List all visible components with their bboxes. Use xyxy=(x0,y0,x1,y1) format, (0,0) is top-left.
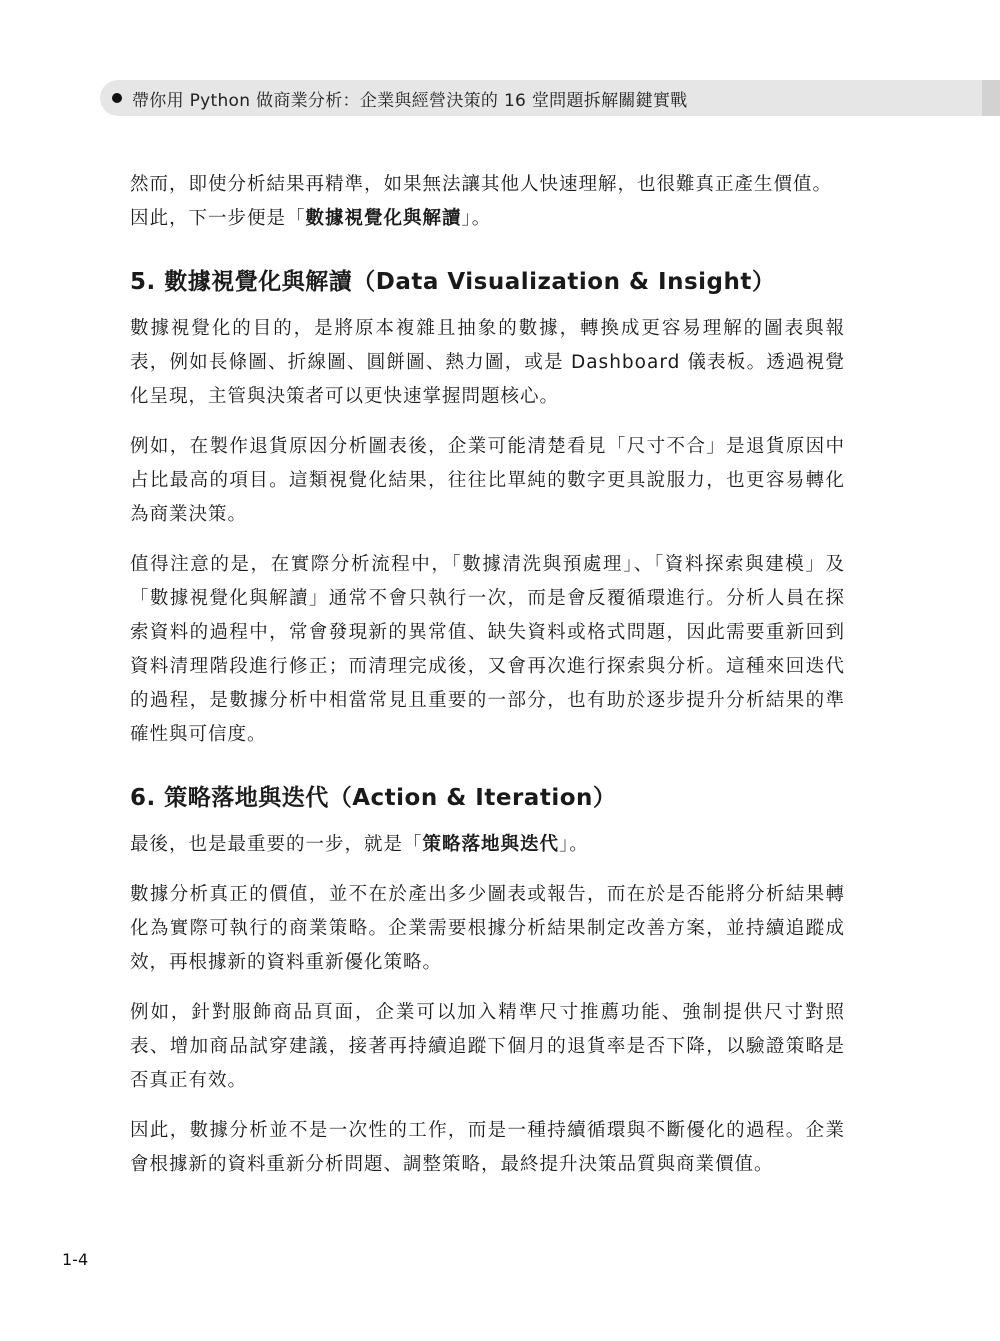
section-6-heading: 6. 策略落地與迭代（Action & Iteration） xyxy=(130,785,617,811)
section-6-paragraph-2: 數據分析真正的價值，並不在於產出多少圖表或報告，而在於是否能將分析結果轉化為實際可執行的商業策略。企業需要根據分析結果制定改善方案，並持續追蹤成效，再根據新的資料重新優化策略。 xyxy=(130,884,845,973)
section-5-paragraph-3: 值得注意的是，在實際分析流程中，「數據清洗與預處理」、「資料探索與建模」及「數據視覺化與解讀」通常不會只執行一次，而是會反覆循環進行。分析人員在探索資料的過程中，常會發現新的異常值、缺失資料或格式問題，因此需要重新回到資料清理階段進行修正；而清理完成後，又會再次進行探索與分析。這種來回迭代的過程，是數據分析中相當常見且重要的一部分，也有助於逐步提升分析結果的準確性與可信度。 xyxy=(130,554,845,745)
section-6-paragraph-1 xyxy=(130,828,845,862)
section-6-paragraph-4: 因此，數據分析並不是一次性的工作，而是一種持續循環與不斷優化的過程。企業會根據新的資料重新分析問題、調整策略，最終提升決策品質與商業價值。 xyxy=(130,1120,845,1175)
section-6-paragraph-3: 例如，針對服飾商品頁面，企業可以加入精準尺寸推薦功能、強制提供尺寸對照表、增加商品試穿建議，接著再持續追蹤下個月的退貨率是否下降，以驗證策略是否真正有效。 xyxy=(130,1002,845,1091)
intro-paragraph xyxy=(130,168,845,236)
section-5-paragraph-2: 例如，在製作退貨原因分析圖表後，企業可能清楚看見「尺寸不合」是退貨原因中占比最高的項目。這類視覺化結果，往往比單純的數字更具說服力，也更容易轉化為商業決策。 xyxy=(130,436,845,525)
section-6-p1-emphasis: 策略落地與迭代 xyxy=(422,834,560,855)
chapter-tab xyxy=(982,80,1000,116)
section-6-p1-suffix: 」。 xyxy=(559,834,589,855)
page-body xyxy=(130,168,845,1198)
section-5-heading: 5. 數據視覺化與解讀（Data Visualization & Insight） xyxy=(130,269,776,295)
section-6-p1-prefix: 最後，也是最重要的一步，就是「 xyxy=(130,834,423,855)
intro-line-2-emphasis: 數據視覺化與解讀 xyxy=(305,208,462,229)
intro-line-2-prefix: 因此，下一步便是「 xyxy=(130,208,306,229)
bullet-icon xyxy=(112,93,122,103)
intro-line-1: 然而，即使分析結果再精準，如果無法讓其他人快速理解，也很難真正產生價值。 xyxy=(130,174,833,195)
book-title: 帶你用 Python 做商業分析：企業與經營決策的 16 堂問題拆解關鍵實戰 xyxy=(132,90,688,111)
section-5-paragraph-1: 數據視覺化的目的，是將原本複雜且抽象的數據，轉換成更容易理解的圖表與報表，例如長條圖、折線圖、圓餅圖、熱力圖，或是 Dashboard 儀表板。透過視覺化呈現，主管與決策者可以更快速掌握問題核心。 xyxy=(130,318,845,407)
intro-line-2-suffix: 」。 xyxy=(461,208,492,229)
running-header xyxy=(100,80,1000,116)
page-number: 1-4 xyxy=(62,1250,89,1269)
